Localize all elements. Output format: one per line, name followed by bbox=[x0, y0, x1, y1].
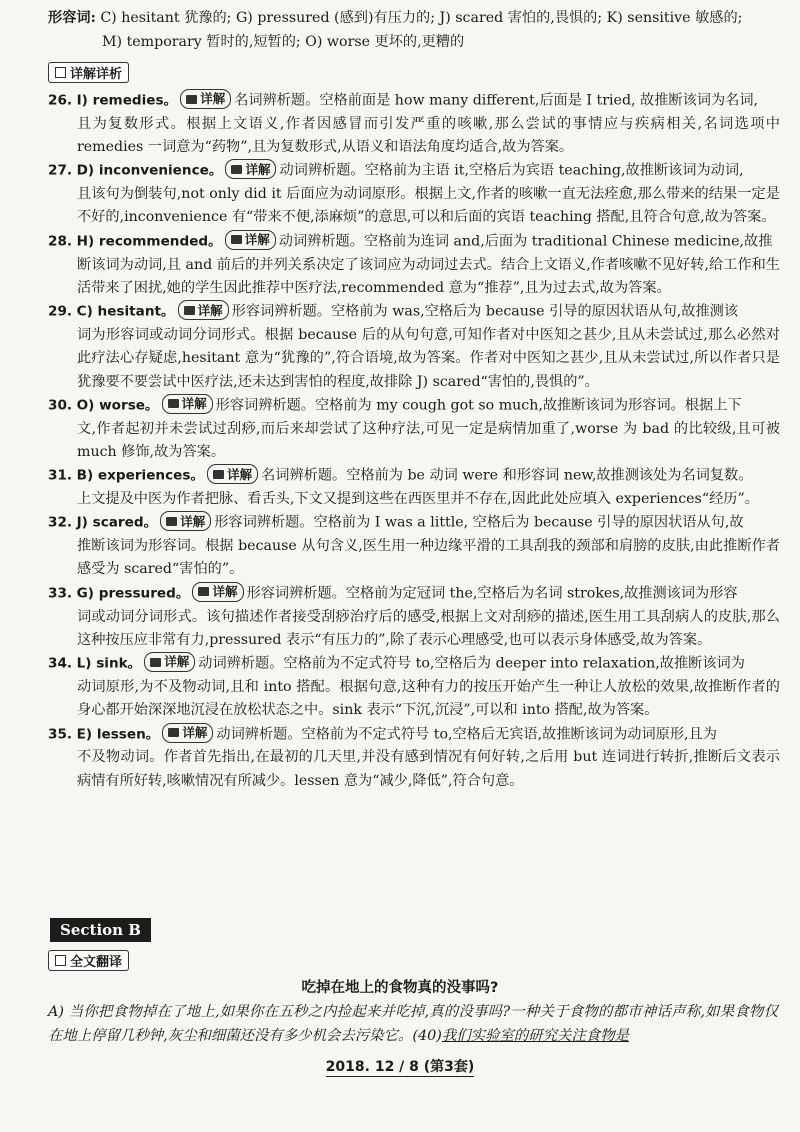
checkbox-icon bbox=[55, 955, 66, 966]
explanation-badge bbox=[160, 511, 211, 531]
explanation-item bbox=[48, 582, 780, 652]
item-first-line: 动词辨析题。空格前为不定式符号 to,空格后无宾语,故推断该词为动词原形,且为 bbox=[216, 726, 717, 743]
badge-label: 详解 bbox=[244, 232, 270, 248]
explanation-item bbox=[48, 723, 780, 793]
list-icon bbox=[55, 67, 66, 78]
item-continuation: 文,作者起初并未尝试过刮痧,而后来却尝试了这种疗法,可见一定是病情加重了,worse 为 bad 的比较级,且可被 much 修饰,故为答案。 bbox=[77, 420, 780, 460]
adjective-line-1: C) hesitant 犹豫的; G) pressured (感到)有压力的; J) scared 害怕的,畏惧的; K) sensitive 敏感的; bbox=[100, 10, 743, 26]
translation-tag-label: 全文翻译 bbox=[70, 955, 123, 970]
adjective-line-2: M) temporary 暂时的,短暂的; O) worse 更坏的,更糟的 bbox=[102, 34, 465, 50]
explanation-item bbox=[48, 300, 780, 394]
explanation-item bbox=[48, 394, 780, 464]
item-answer: H) recommended。 bbox=[76, 233, 222, 250]
translation-title: 吃掉在地上的食物真的没事吗? bbox=[301, 980, 499, 996]
item-number: 28. bbox=[48, 233, 73, 250]
item-number: 27. bbox=[48, 162, 73, 179]
book-icon bbox=[168, 399, 179, 408]
item-number: 35. bbox=[48, 726, 73, 743]
badge-label: 详解 bbox=[227, 466, 253, 482]
badge-label: 详解 bbox=[245, 161, 271, 177]
explanation-badge bbox=[225, 159, 276, 179]
item-number: 31. bbox=[48, 467, 73, 484]
item-answer: O) worse。 bbox=[76, 397, 159, 414]
item-continuation: 推断该词为形容词。根据 because 从句含义,医生用一种边缘平滑的工具刮我的颈部和肩膀的皮肤,由此推断作者感受为 scared“害怕的”。 bbox=[77, 538, 780, 578]
item-continuation: 且为复数形式。根据上文语义,作者因感冒而引发严重的咳嗽,那么尝试的事情应与疾病相关,名词选项中 remedies 一词意为“药物”,且为复数形式,从语义和语法角度均适合,故为答案。 bbox=[77, 115, 780, 156]
explanation-badge bbox=[225, 230, 276, 250]
translation-underlined-text: 我们实验室的研究关注食物是 bbox=[441, 1028, 629, 1044]
explanation-badge bbox=[178, 300, 229, 320]
explanation-item bbox=[48, 159, 780, 229]
item-first-line: 形容词辨析题。空格前为 I was a little, 空格后为 because 引导的原因状语从句,故 bbox=[214, 514, 744, 531]
explanation-badge bbox=[162, 723, 213, 743]
item-continuation: 且该句为倒装句,not only did it 后面应为动词原形。根据上文,作者的咳嗽一直无法痊愈,那么带来的结果一定是不好的,inconvenience 有“带来不便,添麻烦”的意思,可以和后面的宾语 teaching 搭配,且符合句意,故为答案。 bbox=[77, 186, 780, 226]
explanation-badge bbox=[144, 652, 195, 672]
badge-label: 详解 bbox=[164, 654, 190, 670]
badge-label: 详解 bbox=[212, 584, 238, 600]
item-first-line: 动词辨析题。空格前为不定式符号 to,空格后为 deeper into relaxation,故推断该词为 bbox=[198, 655, 745, 672]
item-number: 29. bbox=[48, 303, 73, 320]
explanation-badge bbox=[162, 394, 213, 414]
badge-label: 详解 bbox=[200, 91, 226, 107]
explanation-item bbox=[48, 89, 780, 159]
badge-label: 详解 bbox=[197, 302, 223, 318]
adjective-list bbox=[48, 6, 778, 54]
item-first-line: 形容词辨析题。空格前为 was,空格后为 because 引导的原因状语从句,故推测该 bbox=[231, 303, 739, 320]
book-icon bbox=[231, 235, 242, 244]
adjective-label: 形容词: bbox=[48, 10, 96, 26]
item-number: 32. bbox=[48, 514, 73, 531]
explanation-list bbox=[48, 89, 780, 793]
item-answer: B) experiences。 bbox=[76, 467, 205, 484]
item-continuation: 词或动词分词形式。该句描述作者接受刮痧治疗后的感受,根据上文对刮痧的描述,医生用工具刮病人的皮肤,那么这种按压应非常有力,pressured 表示“有压力的”,除了表示心理感受,也可以表示身体感受,故为答案。 bbox=[77, 608, 780, 648]
badge-label: 详解 bbox=[181, 396, 207, 412]
item-answer: J) scared。 bbox=[76, 514, 158, 531]
item-answer: C) hesitant。 bbox=[76, 303, 175, 320]
badge-label: 详解 bbox=[180, 513, 206, 529]
page-footer bbox=[0, 1056, 800, 1076]
item-number: 26. bbox=[48, 92, 73, 109]
item-answer: L) sink。 bbox=[76, 655, 142, 672]
item-continuation: 断该词为动词,且 and 前后的并列关系决定了该词应为动词过去式。结合上文语义,作者咳嗽不见好转,给工作和生活带来了困扰,她的学生因此推荐中医疗法,recommended 意为“推荐”,且为过去式,故为答案。 bbox=[77, 256, 780, 296]
item-first-line: 名词辨析题。空格前为 be 动词 were 和形容词 new,故推测该处为名词复数。 bbox=[261, 467, 753, 484]
item-continuation: 动词原形,为不及物动词,且和 into 搭配。根据句意,这种有力的按压开始产生一种让人放松的效果,故推断作者的身心都开始深深地沉浸在放松状态之中。sink 表示“下沉,沉浸”,可以和 into 搭配,故为答案。 bbox=[77, 678, 780, 719]
item-answer: D) inconvenience。 bbox=[76, 162, 223, 179]
item-first-line: 动词辨析题。空格前为主语 it,空格后为宾语 teaching,故推断该词为动词, bbox=[279, 162, 744, 179]
badge-label: 详解 bbox=[182, 724, 208, 740]
section-tag-detailed-explanation bbox=[48, 62, 129, 83]
book-icon bbox=[213, 470, 224, 479]
book-icon bbox=[231, 165, 242, 174]
explanation-item bbox=[48, 652, 780, 722]
translation-tag bbox=[48, 950, 129, 971]
explanation-item bbox=[48, 464, 780, 511]
section-tag-label: 详解详析 bbox=[70, 67, 123, 82]
item-number: 33. bbox=[48, 585, 73, 602]
book-icon bbox=[168, 728, 179, 737]
item-answer: G) pressured。 bbox=[76, 585, 190, 602]
book-icon bbox=[186, 95, 197, 104]
footer-page-number: 2018. 12 / 8 (第3套) bbox=[325, 1059, 475, 1075]
item-answer: E) lessen。 bbox=[76, 726, 160, 743]
item-continuation: 上文提及中医为作者把脉、看舌头,下文又提到这些在西医里并不存在,因此此处应填入 experiences“经历”。 bbox=[77, 491, 759, 508]
item-first-line: 形容词辨析题。空格前为 my cough got so much,故推断该词为形容词。根据上下 bbox=[215, 397, 742, 414]
item-number: 34. bbox=[48, 655, 73, 672]
book-icon bbox=[150, 658, 161, 667]
explanation-badge bbox=[207, 464, 258, 484]
explanation-item bbox=[48, 230, 780, 300]
book-icon bbox=[166, 517, 177, 526]
item-continuation: 词为形容词或动词分词形式。根据 because 后的从句句意,可知作者对中医知之甚少,且从未尝试过,那么必然对此疗法心存疑虑,hesitant 意为“犹豫的”,符合语境,故为答案。作者对中医知之甚少,且从未尝试过,所以作者只是犹豫要不要尝试中医疗法,还未达到害怕的程度,故排除 J) scared“害怕的,畏惧的”。 bbox=[77, 326, 780, 390]
translation-paragraph bbox=[48, 1000, 778, 1048]
translation-text: A) 当你把食物掉在了地上,如果你在五秒之内捡起来并吃掉,真的没事吗?一种关于食物的都市神话声称,如果食物仅在地上停留几秒钟,灰尘和细菌还没有多少机会去污染它。(40) bbox=[48, 1004, 778, 1044]
section-b-heading: Section B bbox=[50, 918, 151, 942]
explanation-badge bbox=[192, 582, 243, 602]
book-icon bbox=[198, 587, 209, 596]
item-continuation: 不及物动词。作者首先指出,在最初的几天里,并没有感到情况有何好转,之后用 but 连词进行转折,推断后文表示病情有所好转,咳嗽情况有所减少。lessen 意为“减少,降低”,符合句意。 bbox=[77, 749, 780, 789]
explanation-badge bbox=[180, 89, 231, 109]
item-number: 30. bbox=[48, 397, 73, 414]
item-first-line: 形容词辨析题。空格前为定冠词 the,空格后为名词 strokes,故推测该词为形容 bbox=[246, 585, 738, 602]
item-answer: I) remedies。 bbox=[76, 92, 178, 109]
item-first-line: 动词辨析题。空格前为连词 and,后面为 traditional Chinese medicine,故推 bbox=[278, 233, 773, 250]
item-first-line: 名词辨析题。空格前面是 how many different,后面是 I tried, 故推断该词为名词, bbox=[234, 92, 759, 109]
book-icon bbox=[184, 306, 195, 315]
explanation-item bbox=[48, 511, 780, 581]
